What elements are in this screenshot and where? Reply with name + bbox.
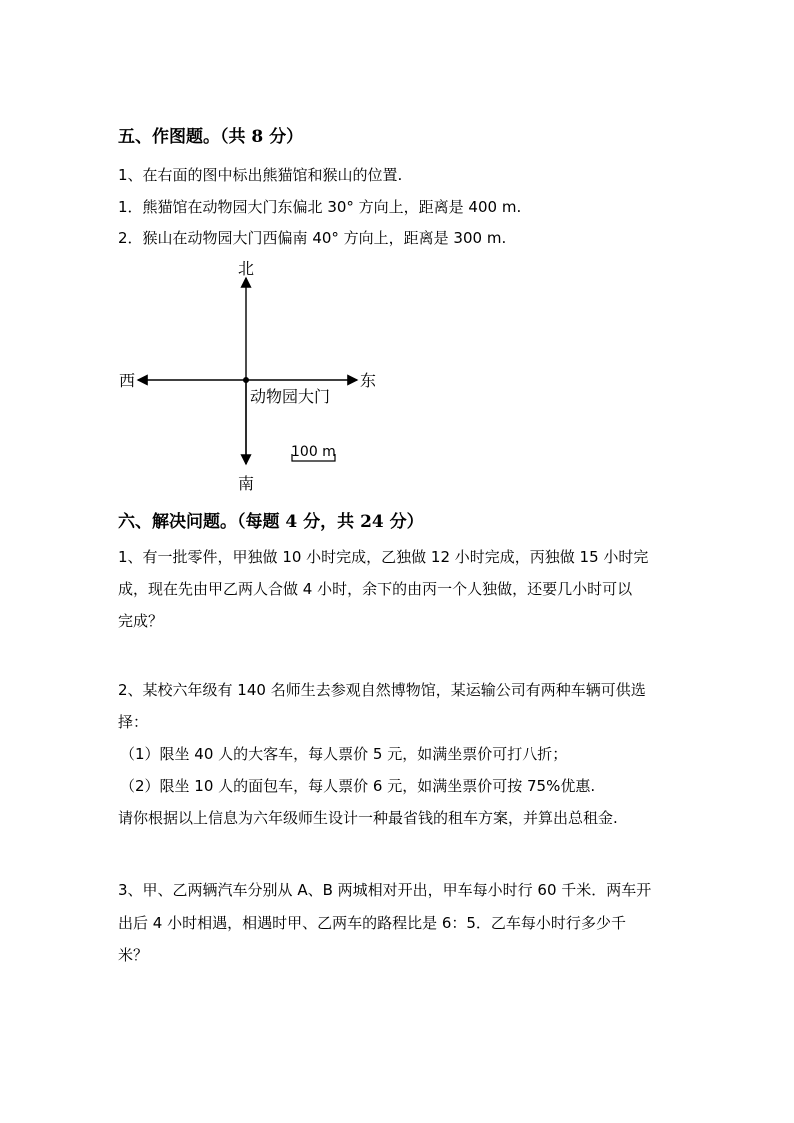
problem-1-line-1: 1、有一批零件，甲独做 10 小时完成，乙独做 12 小时完成，丙独做 15 小时完 <box>118 548 649 566</box>
problem-2-option-2: （2）限坐 10 人的面包车，每人票价 6 元，如满坐票价可按 75%优惠. <box>120 777 596 795</box>
problem-1-line-2: 成，现在先由甲乙两人合做 4 小时，余下的由丙一个人独做，还要几小时可以 <box>118 580 633 598</box>
east-label: 东 <box>360 371 377 390</box>
south-label: 南 <box>237 474 255 493</box>
section-six-title: 六、解决问题。（每题 4 分，共 24 分） <box>118 512 424 532</box>
question-1-item-2: 2．猴山在动物园大门西偏南 40° 方向上，距离是 300 m. <box>118 229 507 247</box>
question-1-intro: 1、在右面的图中标出熊猫馆和猴山的位置. <box>118 166 403 184</box>
origin-point <box>243 377 249 383</box>
section-five-title: 五、作图题。（共 8 分） <box>118 127 304 147</box>
problem-3-line-2: 出后 4 小时相遇，相遇时甲、乙两车的路程比是 6：5．乙车每小时行多少千 <box>118 914 626 932</box>
problem-3-line-1: 3、甲、乙两辆汽车分别从 A、B 两城相对开出，甲车每小时行 60 千米．两车开 <box>118 881 652 899</box>
problem-3-line-3: 米？ <box>118 946 149 964</box>
problem-1-line-3: 完成？ <box>118 612 164 630</box>
problem-2-line-3: 请你根据以上信息为六年级师生设计一种最省钱的租车方案，并算出总租金. <box>118 809 618 827</box>
scale-label: 100 m <box>291 444 336 460</box>
problem-2-line-2: 择： <box>118 713 149 731</box>
problem-2-line-1: 2、某校六年级有 140 名师生去参观自然博物馆，某运输公司有两种车辆可供选 <box>118 681 646 699</box>
north-label: 北 <box>237 259 255 278</box>
zoo-gate-label: 动物园大门 <box>250 387 331 406</box>
question-1-item-1: 1．熊猫馆在动物园大门东偏北 30° 方向上，距离是 400 m. <box>118 198 522 216</box>
compass-diagram <box>110 255 390 495</box>
problem-2-option-1: （1）限坐 40 人的大客车，每人票价 5 元，如满坐票价可打八折； <box>120 745 568 763</box>
west-label: 西 <box>119 371 136 390</box>
